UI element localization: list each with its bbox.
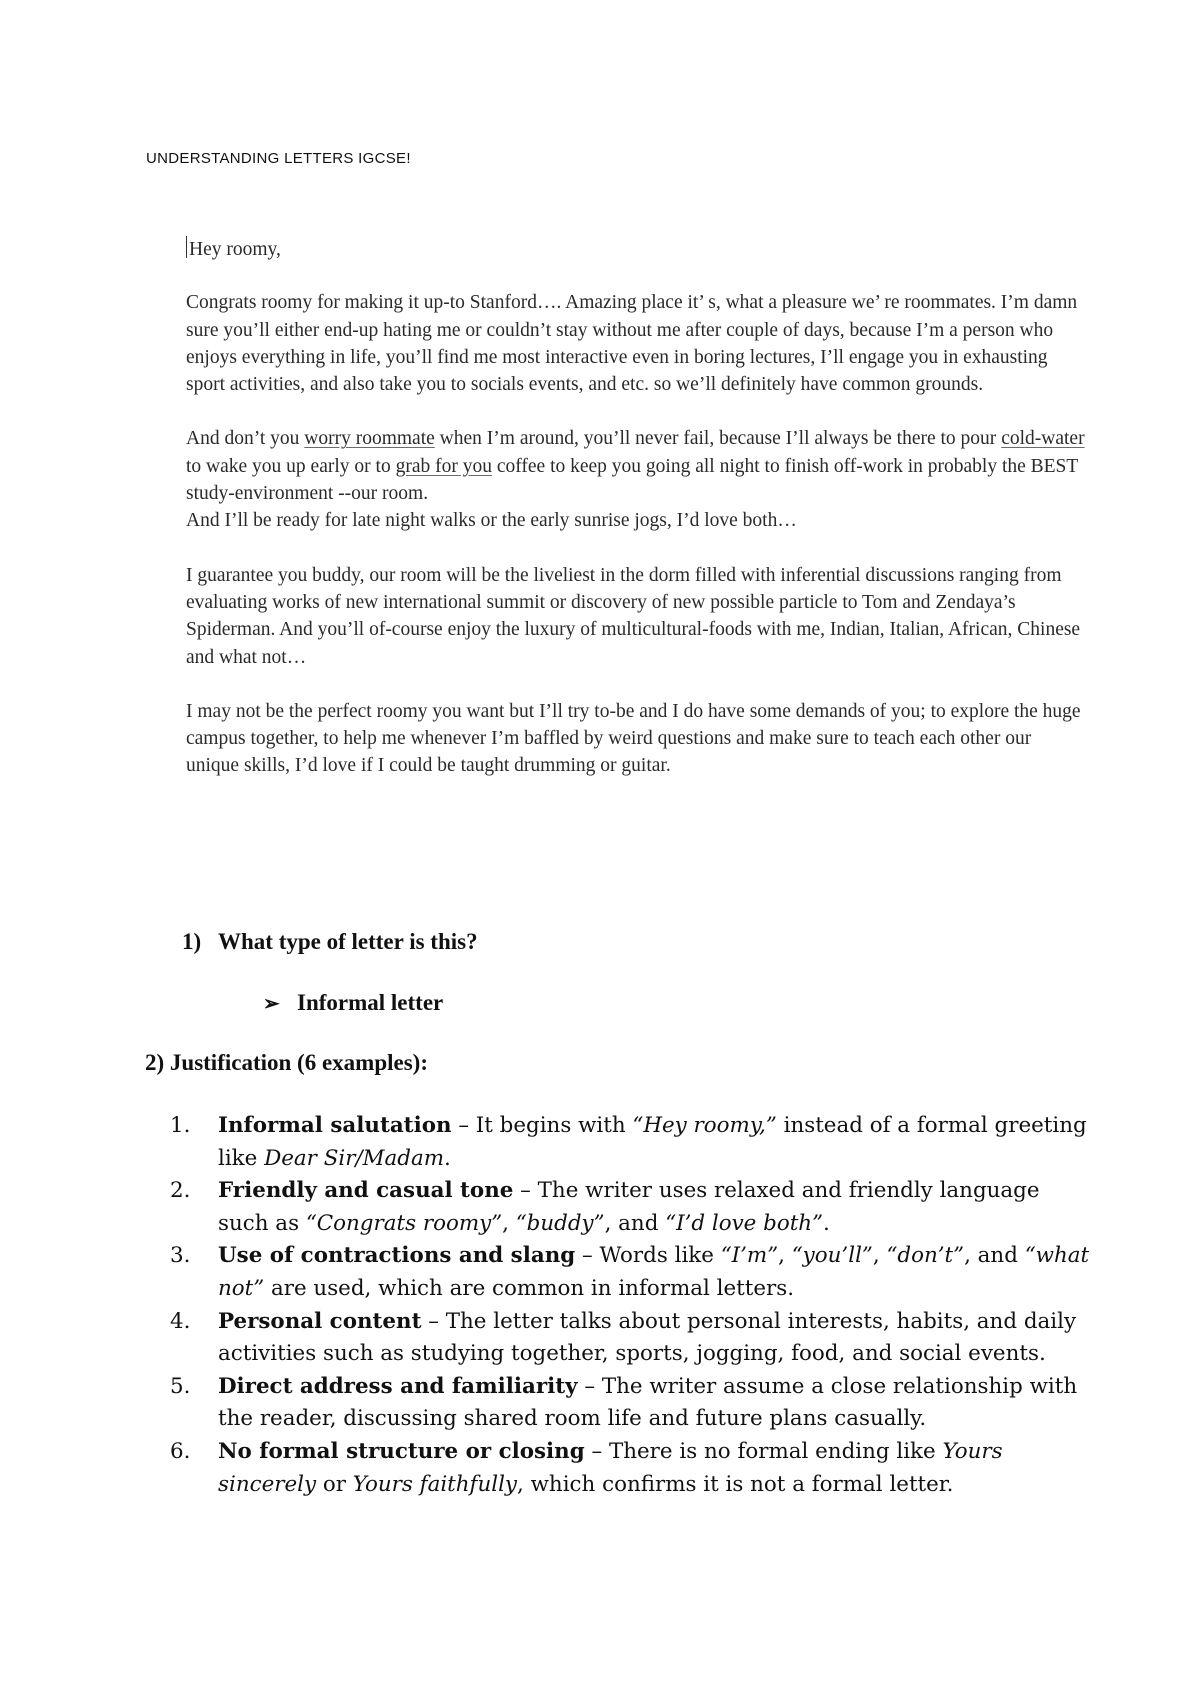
letter-paragraph-2: And don’t you worry roommate when I’m around, you’ll never fail, because I’ll always be there to pour cold-water to wake you up early or to grab for you coffee to keep you going all night to finish off-work in probably the BEST study-environment --our room. And I’ll be ready for late night walks or the early sunrise jogs, I’d love both… (186, 428, 1085, 532)
justification-list (170, 1110, 1090, 1501)
answer-1: ➢ Informal letter (263, 990, 444, 1015)
document-title: UNDERSTANDING LETTERS IGCSE! (146, 150, 411, 167)
underlined-phrase: worry roommate (304, 428, 435, 450)
list-item: 1. Informal salutation – It begins with “Hey roomy,” instead of a formal greeting like Dear Sir/Madam. (170, 1113, 1087, 1171)
list-item: 4. Personal content – The letter talks about personal interests, habits, and daily activities such as studying together, sports, jogging, food, and social events. (170, 1308, 1077, 1367)
question-1: 1) What type of letter is this? (182, 929, 478, 954)
list-item: 3. Use of contractions and slang – Words like “I’m”, “you’ll”, “don’t”, and “what not” are used, which are common in informal letters. (170, 1243, 1090, 1301)
question-2: 2) Justification (6 examples): (145, 1050, 428, 1075)
letter-paragraph-3: I guarantee you buddy, our room will be the liveliest in the dorm filled with inferential discussions ranging from evaluating works of new international summit or discovery of new possible particle to Tom and Zendaya’s Spiderman. And you’ll of-course enjoy the luxury of multicultural-foods with me, Indian, Italian, African, Chinese and what not… (186, 564, 1081, 668)
list-item: 2. Friendly and casual tone – The writer uses relaxed and friendly language such as “Congrats roomy”, “buddy”, and “I’d love both”. (170, 1178, 1040, 1236)
underlined-phrase: grab for you (395, 455, 492, 477)
text-cursor (186, 236, 187, 258)
letter-image (186, 236, 1086, 807)
list-item: 5. Direct address and familiarity – The writer assume a close relationship with the reader, discussing shared room life and future plans casually. (170, 1373, 1078, 1432)
letter-paragraph-1: Congrats roomy for making it up-to Stanford…. Amazing place it’ s, what a pleasure we’ re roommates. I’m damn sure you’ll either end-up hating me or couldn’t stay without me after couple of days, because I’m a person who enjoys everything in life, you’ll find me most interactive even in boring lectures, I’ll engage you in exhausting sport activities, and also take you to socials events, and etc. so we’ll definitely have common grounds. (186, 292, 1078, 396)
letter-salutation: Hey roomy, (186, 236, 1086, 263)
letter-paragraph-4: I may not be the perfect roomy you want but I’ll try to-be and I do have some demands of you; to explore the huge campus together, to help me whenever I’m baffled by weird questions and make sure to teach each other our unique skills, I’d love if I could be taught drumming or guitar. (186, 700, 1081, 777)
underlined-phrase: cold-water (1001, 428, 1085, 450)
arrow-bullet-icon: ➢ (263, 993, 280, 1015)
list-item: 6. No formal structure or closing – There is no formal ending like Yours sincerely or Yours faithfully, which confirms it is not a formal letter. (170, 1438, 1003, 1497)
